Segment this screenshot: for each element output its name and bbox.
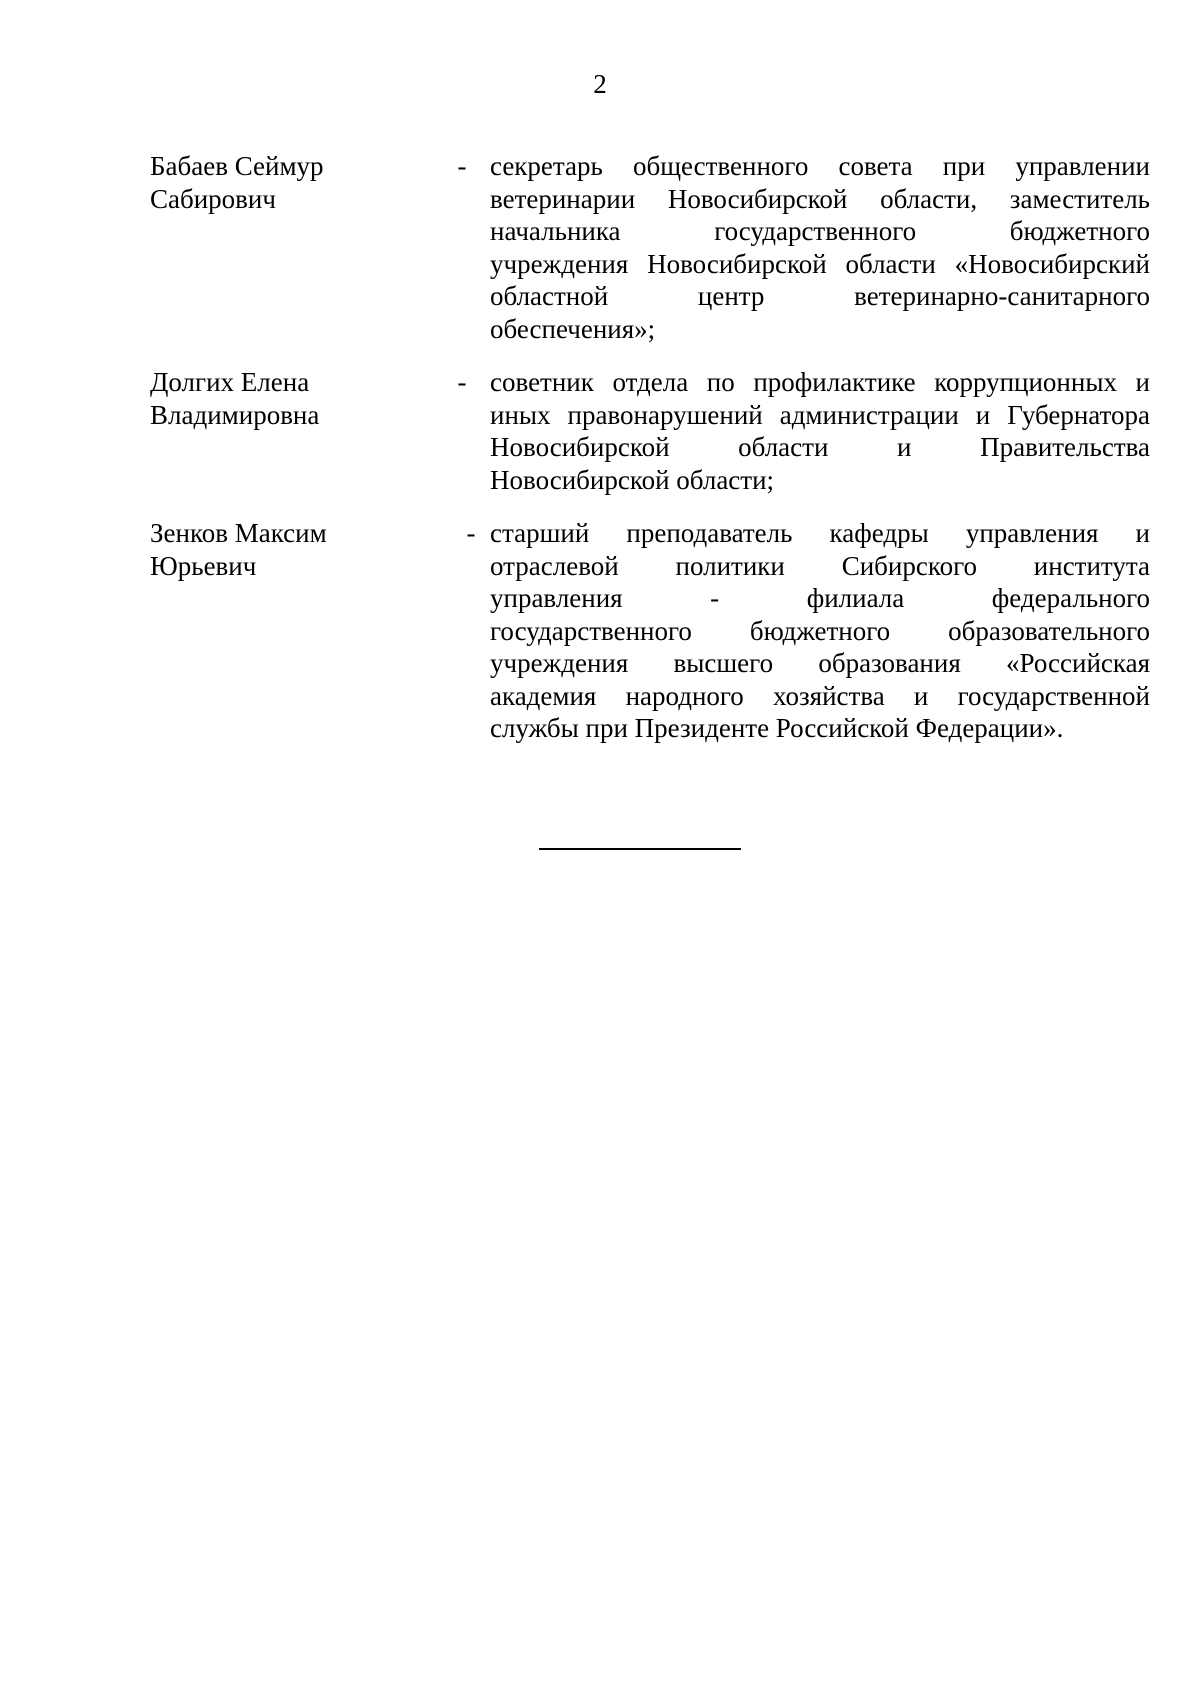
member-description-line: иных правонарушений администрации и Губернатора [490, 399, 1150, 430]
member-description [490, 150, 1150, 345]
member-description-line: начальника государственного бюджетного [490, 216, 1150, 246]
member-name-line: Владимировна [150, 399, 320, 430]
member-name-line: Сабирович [150, 183, 276, 214]
member-description-line: Новосибирской области и Правительства [490, 432, 1150, 462]
member-description-line: обеспечения»; [490, 313, 656, 344]
member-description-line: отраслевой политики Сибирского института [490, 550, 1150, 581]
member-description-line: учреждения Новосибирской области «Новосибирский [490, 248, 1150, 279]
member-description-line: областной центр ветеринарно-санитарного [490, 281, 1150, 311]
member-description-line: старший преподаватель кафедры управления и [490, 518, 1150, 548]
member-dash: - [457, 367, 467, 397]
member-name [150, 150, 450, 215]
member-description-line: управления - филиала федерального [490, 583, 1150, 613]
member-description-line: Новосибирской области; [490, 464, 775, 495]
member-name-line: Бабаев Сеймур [150, 151, 324, 181]
member-name [150, 366, 450, 431]
page-number: 2 [593, 69, 607, 99]
member-dash: - [457, 151, 467, 181]
member-name [150, 517, 450, 582]
member-description [490, 366, 1150, 496]
member-description-line: ветеринарии Новосибирской области, заместитель [490, 183, 1150, 214]
member-description-line: академия народного хозяйства и государственной [490, 680, 1150, 711]
member-description-line: учреждения высшего образования «Российская [490, 648, 1150, 678]
member-description-line: службы при Президенте Российской Федерации». [490, 713, 1064, 743]
closing-divider-line [539, 848, 741, 850]
member-description-line: секретарь общественного совета при управлении [490, 151, 1150, 181]
member-dash: - [466, 518, 476, 548]
member-description-line: советник отдела по профилактике коррупционных и [490, 367, 1150, 397]
member-name-line: Долгих Елена [150, 367, 310, 397]
member-name-line: Юрьевич [150, 550, 257, 581]
member-description [490, 517, 1150, 745]
member-description-line: государственного бюджетного образовательного [490, 615, 1150, 646]
member-name-line: Зенков Максим [150, 518, 327, 548]
